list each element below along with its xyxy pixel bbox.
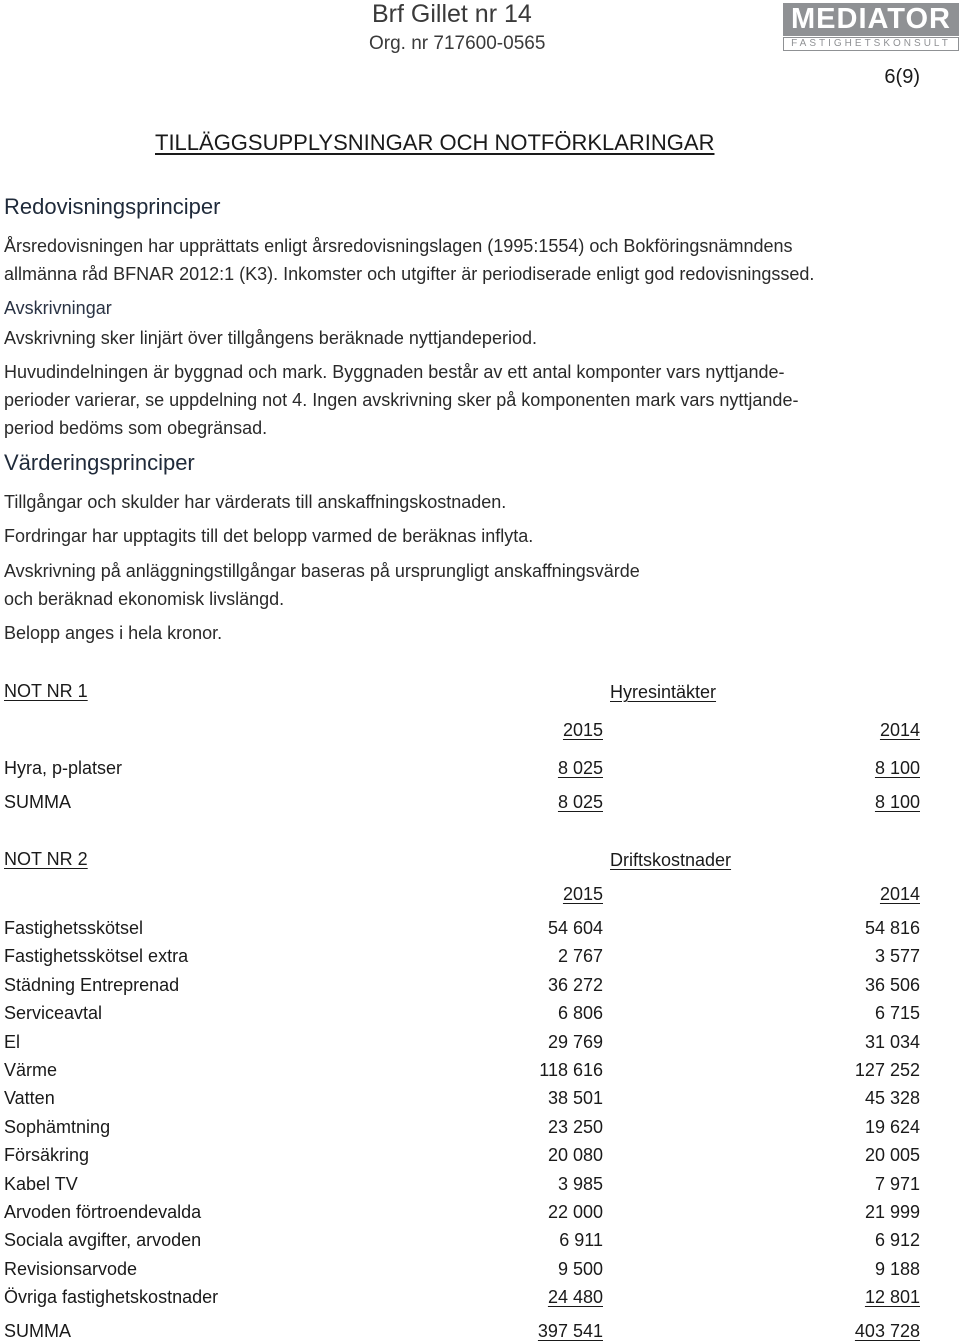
note1-label: NOT NR 1 [4,681,88,701]
note1-row-value-b: 8 100 [874,758,920,778]
logo-sub-text: FASTIGHETSKONSULT [783,37,959,51]
depreciation-heading: Avskrivningar [4,298,112,318]
note2-row-label: Fastighetsskötsel [4,918,144,938]
principles-heading: Redovisningsprinciper [4,194,221,219]
valuation-text: Belopp anges i hela kronor. [4,623,223,643]
note1-sum-value-b: 8 100 [874,792,920,812]
note2-row-value-a: 3 985 [557,1174,603,1194]
note2-row-value-b: 6 715 [874,1003,920,1023]
note2-row-label: Sophämtning [4,1117,111,1137]
note2-row-value-b: 127 252 [854,1060,920,1080]
note2-row-value-b: 45 328 [864,1088,920,1108]
note2-row-label: Arvoden förtroendevalda [4,1202,202,1222]
valuation-text-line: Avskrivning på anläggningstillgångar baseras på ursprungligt anskaffningsvärde [4,561,640,581]
note2-row-value-b: 54 816 [864,918,920,938]
main-title: TILLÄGGSUPPLYSNINGAR OCH NOTFÖRKLARINGAR [155,130,715,155]
org-number: Org. nr 717600-0565 [369,33,546,54]
note2-row-label: El [4,1032,21,1052]
principles-text-line: allmänna råd BFNAR 2012:1 (K3). Inkomster och utgifter är periodiserade enligt god redovisningssed. [4,264,815,284]
note1-year-b: 2014 [879,720,920,740]
note2-label: NOT NR 2 [4,849,88,869]
note2-title: Driftskostnader [610,850,732,870]
note2-row-value-b: 31 034 [864,1032,920,1052]
components-text-line: period bedöms som obegränsad. [4,418,268,438]
page-number: 6(9) [884,66,920,88]
depreciation-text: Avskrivning sker linjärt över tillgångens beräknade nyttjandeperiod. [4,328,537,348]
note2-year-a: 2015 [562,884,603,904]
note2-row-value-a: 2 767 [557,946,603,966]
document-title: Brf Gillet nr 14 [372,0,532,28]
note2-row-value-a: 23 250 [547,1117,603,1137]
mediator-logo [783,3,959,51]
note2-sum-value-b: 403 728 [854,1321,920,1341]
note1-sum-value-a: 8 025 [557,792,603,812]
note2-row-value-a: 118 616 [539,1060,603,1080]
note2-row-label: Vatten [4,1088,55,1108]
note2-row-label: Revisionsarvode [4,1259,138,1279]
valuation-text-line: och beräknad ekonomisk livslängd. [4,589,285,609]
note2-row-value-a: 29 769 [547,1032,603,1052]
note1-title: Hyresintäkter [610,682,717,702]
note2-row-value-a: 9 500 [557,1259,603,1279]
components-text-line: perioder varierar, se uppdelning not 4. Ingen avskrivning sker på komponenten mark vars nyttjande- [4,390,799,410]
note2-row-value-a: 36 272 [547,975,603,995]
note2-sum-label: SUMMA [4,1321,71,1341]
note2-row-label: Kabel TV [4,1174,78,1194]
note2-row-value-b: 3 577 [874,946,920,966]
note1-row-value-a: 8 025 [557,758,603,778]
note2-row-label: Fastighetsskötsel extra [4,946,189,966]
note2-row-value-a: 22 000 [547,1202,603,1222]
valuation-text: Tillgångar och skulder har värderats till anskaffningskostnaden. [4,492,507,512]
note1-sum-label: SUMMA [4,792,71,812]
components-text-line: Huvudindelningen är byggnad och mark. Byggnaden består av ett antal komponter vars nyttjande- [4,362,785,382]
note2-row-label: Sociala avgifter, arvoden [4,1230,202,1250]
note2-row-label: Städning Entreprenad [4,975,180,995]
note2-row-value-a: 38 501 [547,1088,603,1108]
note2-row-value-b: 19 624 [864,1117,920,1137]
note2-row-label: Serviceavtal [4,1003,103,1023]
note2-row-value-b: 12 801 [864,1287,920,1307]
note2-row-label: Försäkring [4,1145,90,1165]
note2-row-label: Värme [4,1060,58,1080]
valuation-text: Fordringar har upptagits till det belopp varmed de beräknas inflyta. [4,526,534,546]
note2-row-value-a: 6 911 [559,1230,603,1250]
logo-main-text: MEDIATOR [783,3,959,36]
note2-row-value-a: 6 806 [557,1003,603,1023]
note2-row-value-a: 20 080 [547,1145,603,1165]
note2-row-value-a: 54 604 [547,918,603,938]
note2-row-value-b: 21 999 [864,1202,920,1222]
note2-year-b: 2014 [879,884,920,904]
note2-row-value-b: 9 188 [874,1259,920,1279]
note2-sum-value-a: 397 541 [537,1321,603,1341]
note2-row-value-b: 7 971 [874,1174,920,1194]
note2-row-value-b: 6 912 [874,1230,920,1250]
principles-text-line: Årsredovisningen har upprättats enligt årsredovisningslagen (1995:1554) och Bokföringsnämndens [4,236,793,256]
note1-year-a: 2015 [562,720,603,740]
valuation-heading: Värderingsprinciper [4,450,195,475]
note2-row-value-b: 20 005 [864,1145,920,1165]
note2-row-value-a: 24 480 [547,1287,603,1307]
note2-row-label: Övriga fastighetskostnader [4,1287,219,1307]
note2-row-value-b: 36 506 [864,975,920,995]
note1-row-label: Hyra, p-platser [4,758,123,778]
